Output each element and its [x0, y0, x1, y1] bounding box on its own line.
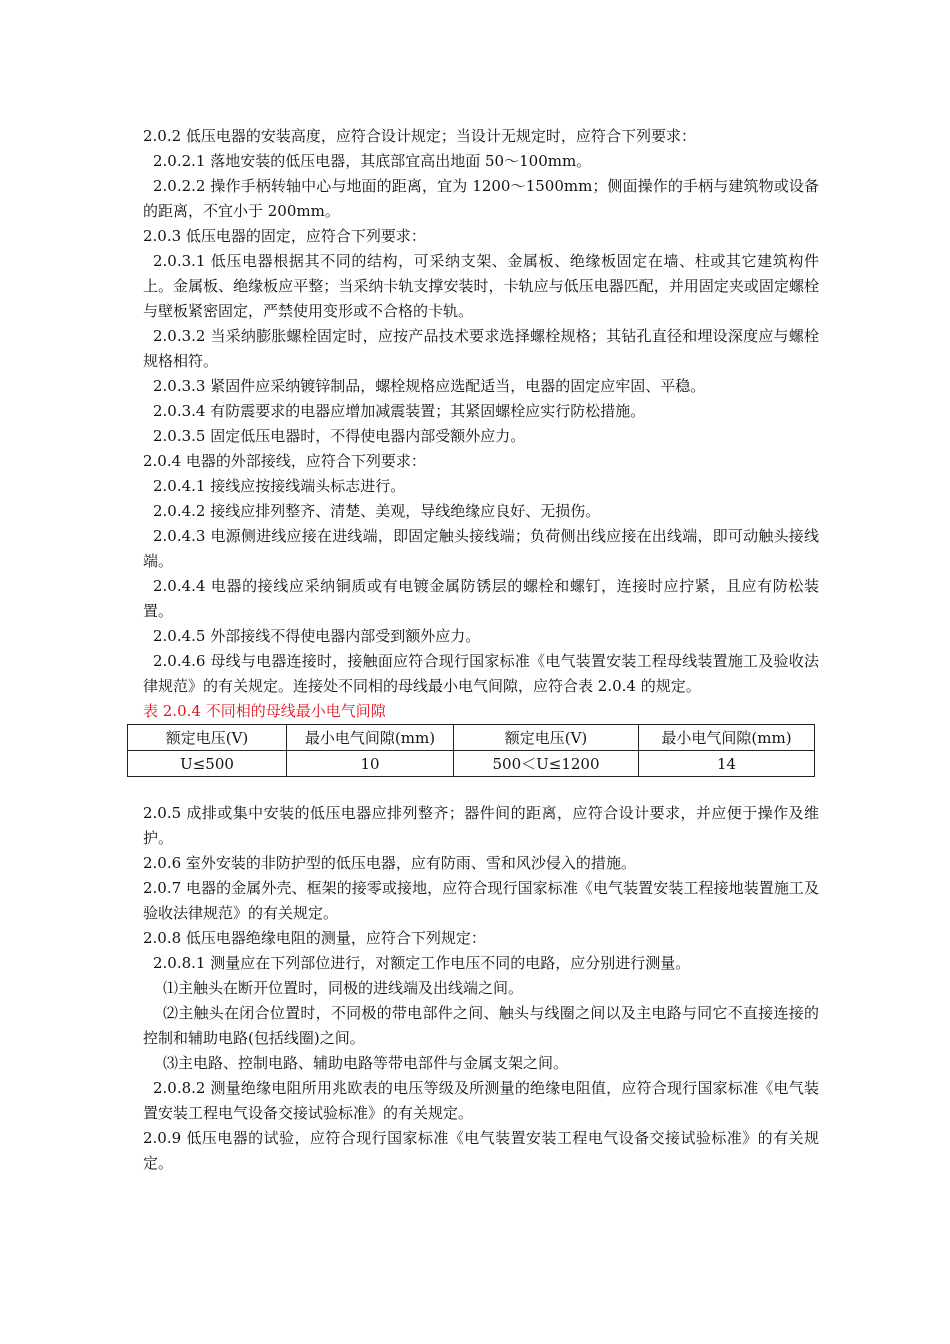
clause-2-0-2: 2.0.2 低压电器的安装高度，应符合设计规定；当设计无规定时，应符合下列要求： — [143, 127, 696, 145]
section-before-table — [143, 124, 819, 699]
spacer — [143, 777, 819, 801]
table-header-cell: 额定电压(V) — [128, 725, 287, 751]
clause-2-0-3-3: 2.0.3.3 紧固件应采纳镀锌制品，螺栓规格应选配适当，电器的固定应牢固、平稳。 — [153, 377, 706, 395]
table-title: 表 2.0.4 不同相的母线最小电气间隙 — [143, 702, 386, 720]
clause-2-0-4: 2.0.4 电器的外部接线，应符合下列要求： — [143, 452, 426, 470]
clause-2-0-3-4: 2.0.3.4 有防震要求的电器应增加减震装置；其紧固螺栓应实行防松措施。 — [153, 402, 646, 420]
clause-2-0-6: 2.0.6 室外安装的非防护型的低压电器，应有防雨、雪和风沙侵入的措施。 — [143, 854, 636, 872]
section-after-table — [143, 801, 819, 1176]
table-cell: 500＜U≤1200 — [454, 751, 639, 777]
table-cell: U≤500 — [128, 751, 287, 777]
table-cell: 14 — [639, 751, 815, 777]
clause-2-0-4-2: 2.0.4.2 接线应排列整齐、清楚、美观，导线绝缘应良好、无损伤。 — [153, 502, 601, 520]
clause-2-0-2-2: 2.0.2.2 操作手柄转轴中心与地面的距离，宜为 1200～1500mm；侧面操作的手柄与建筑物或设备的距离，不宜小于 200mm。 — [143, 177, 819, 220]
clause-2-0-7: 2.0.7 电器的金属外壳、框架的接零或接地，应符合现行国家标准《电气装置安装工程接地装置施工及验收法律规范》的有关规定。 — [143, 879, 819, 922]
clause-2-0-8: 2.0.8 低压电器绝缘电阻的测量，应符合下列规定： — [143, 929, 486, 947]
clause-2-0-8-2: 2.0.8.2 测量绝缘电阻所用兆欧表的电压等级及所测量的绝缘电阻值，应符合现行国家标准《电气装置安装工程电气设备交接试验标准》的有关规定。 — [143, 1079, 819, 1122]
clause-2-0-2-1: 2.0.2.1 落地安装的低压电器，其底部宜高出地面 50～100mm。 — [153, 152, 592, 170]
table-cell: 10 — [287, 751, 454, 777]
clause-2-0-3-5: 2.0.3.5 固定低压电器时，不得使电器内部受额外应力。 — [153, 427, 526, 445]
clause-2-0-3-1: 2.0.3.1 低压电器根据其不同的结构，可采纳支架、金属板、绝缘板固定在墙、柱或其它建筑构件上。金属板、绝缘板应平整；当采纳卡轨支撑安装时，卡轨应与低压电器匹配，并用固定夹或固定螺栓与壁板紧密固定，严禁使用变形或不合格的卡轨。 — [143, 252, 819, 320]
clause-2-0-5: 2.0.5 成排或集中安装的低压电器应排列整齐；器件间的距离，应符合设计要求，并应便于操作及维护。 — [143, 804, 819, 847]
clause-2-0-4-5: 2.0.4.5 外部接线不得使电器内部受到额外应力。 — [153, 627, 481, 645]
clearance-table — [127, 724, 815, 777]
clause-2-0-4-3: 2.0.4.3 电源侧进线应接在进线端，即固定触头接线端；负荷侧出线应接在出线端，即可动触头接线端。 — [143, 527, 819, 570]
table-row — [128, 751, 815, 777]
table-header-cell: 额定电压(V) — [454, 725, 639, 751]
table-header-cell: 最小电气间隙(mm) — [639, 725, 815, 751]
clause-item-2: ⑵主触头在闭合位置时，不同极的带电部件之间、触头与线圈之间以及主电路与同它不直接连接的控制和辅助电路(包括线圈)之间。 — [143, 1004, 819, 1047]
clause-item-1: ⑴主触头在断开位置时，同极的进线端及出线端之间。 — [163, 979, 524, 997]
document-page — [143, 124, 819, 1176]
table-header-row — [128, 725, 815, 751]
clause-2-0-4-6: 2.0.4.6 母线与电器连接时，接触面应符合现行国家标准《电气装置安装工程母线装置施工及验收法律规范》的有关规定。连接处不同相的母线最小电气间隙，应符合表 2.0.4 的规定。 — [143, 652, 819, 695]
clause-item-3: ⑶主电路、控制电路、辅助电路等带电部件与金属支架之间。 — [163, 1054, 569, 1072]
clause-2-0-3-2: 2.0.3.2 当采纳膨胀螺栓固定时，应按产品技术要求选择螺栓规格；其钻孔直径和埋设深度应与螺栓规格相符。 — [143, 327, 819, 370]
clause-2-0-4-4: 2.0.4.4 电器的接线应采纳铜质或有电镀金属防锈层的螺栓和螺钉，连接时应拧紧，且应有防松装置。 — [143, 577, 819, 620]
clause-2-0-3: 2.0.3 低压电器的固定，应符合下列要求： — [143, 227, 426, 245]
clause-2-0-8-1: 2.0.8.1 测量应在下列部位进行，对额定工作电压不同的电路，应分别进行测量。 — [153, 954, 691, 972]
clause-2-0-9: 2.0.9 低压电器的试验，应符合现行国家标准《电气装置安装工程电气设备交接试验标准》的有关规定。 — [143, 1129, 819, 1172]
table-header-cell: 最小电气间隙(mm) — [287, 725, 454, 751]
clause-2-0-4-1: 2.0.4.1 接线应按接线端头标志进行。 — [153, 477, 406, 495]
